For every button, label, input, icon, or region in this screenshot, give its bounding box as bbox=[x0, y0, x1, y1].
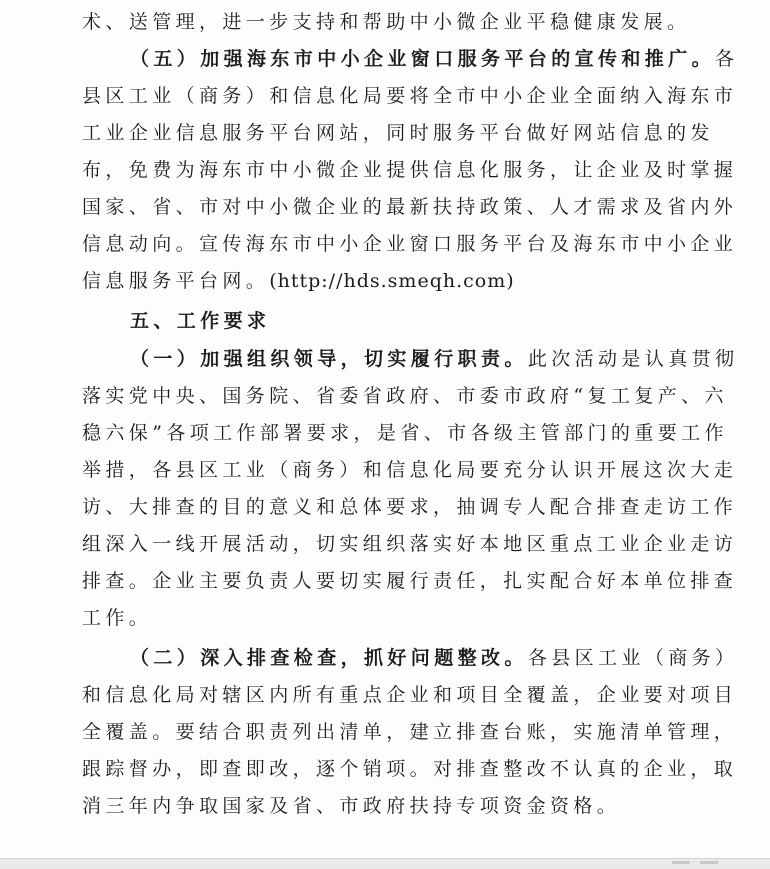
paragraph-line bbox=[82, 226, 738, 263]
paragraph-line bbox=[82, 263, 682, 300]
paragraph-line bbox=[82, 4, 691, 41]
paragraph-line bbox=[82, 489, 738, 526]
paragraph-line bbox=[82, 714, 738, 751]
line-text: 排查。企业主要负责人要切实履行责任，扎实配合好本单位排查 bbox=[82, 570, 738, 592]
paragraph-line bbox=[82, 189, 738, 226]
line-text: 工作。 bbox=[82, 607, 153, 629]
subsection-heading-line bbox=[130, 41, 739, 78]
line-text: 县区工业（商务）和信息化局要将全市中小企业全面纳入海东市 bbox=[82, 85, 738, 107]
paragraph-line bbox=[82, 378, 728, 415]
website-url: (http://hds.smeqh.com) bbox=[269, 270, 515, 292]
line-text: 布，免费为海东市中小微企业提供信息化服务，让企业及时掌握 bbox=[82, 159, 738, 181]
paragraph-line bbox=[82, 563, 738, 600]
paragraph-line bbox=[82, 452, 738, 489]
line-text: 组深入一线开展活动，切实组织落实好本地区重点工业企业走访 bbox=[82, 533, 738, 555]
paragraph-line bbox=[82, 751, 738, 788]
section-heading-line bbox=[130, 303, 682, 340]
line-text: 稳六保”各项工作部署要求，是省、市各级主管部门的重要工作 bbox=[82, 422, 728, 444]
subsection-heading-line bbox=[130, 640, 739, 677]
line-text: 此次活动是认真贯彻 bbox=[527, 348, 739, 370]
line-text: 和信息化局对辖区内所有重点企业和项目全覆盖，企业要对项目 bbox=[82, 684, 738, 706]
viewer-mark bbox=[672, 861, 690, 864]
subsection-heading: （一）加强组织领导，切实履行职责。 bbox=[130, 348, 528, 370]
paragraph-line bbox=[82, 152, 738, 189]
paragraph-line bbox=[82, 415, 728, 452]
viewer-mark bbox=[700, 861, 718, 864]
line-text: 各县区工业（商务） bbox=[527, 647, 739, 669]
paragraph-line bbox=[82, 78, 738, 115]
paragraph-line bbox=[82, 677, 738, 714]
paragraph-line bbox=[82, 788, 682, 825]
line-text: 全覆盖。要结合职责列出清单，建立排查台账，实施清单管理， bbox=[82, 721, 738, 743]
line-text: 消三年内争取国家及省、市政府扶持专项资金资格。 bbox=[82, 795, 621, 817]
subsection-heading-line bbox=[130, 341, 739, 378]
line-text: 信息动向。宣传海东市中小企业窗口服务平台及海东市中小企业 bbox=[82, 233, 738, 255]
subsection-heading: （五）加强海东市中小企业窗口服务平台的宣传和推广。 bbox=[130, 48, 716, 70]
line-text: 举措，各县区工业（商务）和信息化局要充分认识开展这次大走 bbox=[82, 459, 738, 481]
line-text: 各 bbox=[715, 48, 739, 70]
paragraph-line bbox=[82, 115, 714, 152]
viewer-bottom-bar bbox=[0, 858, 770, 869]
line-text: 访、大排查的目的意义和总体要求，抽调专人配合排查走访工作 bbox=[82, 496, 738, 518]
section-heading: 五、工作要求 bbox=[130, 310, 271, 332]
line-text: 术、送管理，进一步支持和帮助中小微企业平稳健康发展。 bbox=[82, 11, 691, 33]
line-text: 国家、省、市对中小微企业的最新扶持政策、人才需求及省内外 bbox=[82, 196, 738, 218]
line-text: 跟踪督办，即查即改，逐个销项。对排查整改不认真的企业，取 bbox=[82, 758, 738, 780]
line-text: 信息服务平台网。 bbox=[82, 270, 270, 292]
subsection-heading: （二）深入排查检查，抓好问题整改。 bbox=[130, 647, 528, 669]
paragraph-line bbox=[82, 526, 738, 563]
line-text: 工业企业信息服务平台网站，同时服务平台做好网站信息的发 bbox=[82, 122, 714, 144]
line-text: 落实党中央、国务院、省委省政府、市委市政府“复工复产、六 bbox=[82, 385, 728, 407]
paragraph-line bbox=[82, 600, 682, 637]
